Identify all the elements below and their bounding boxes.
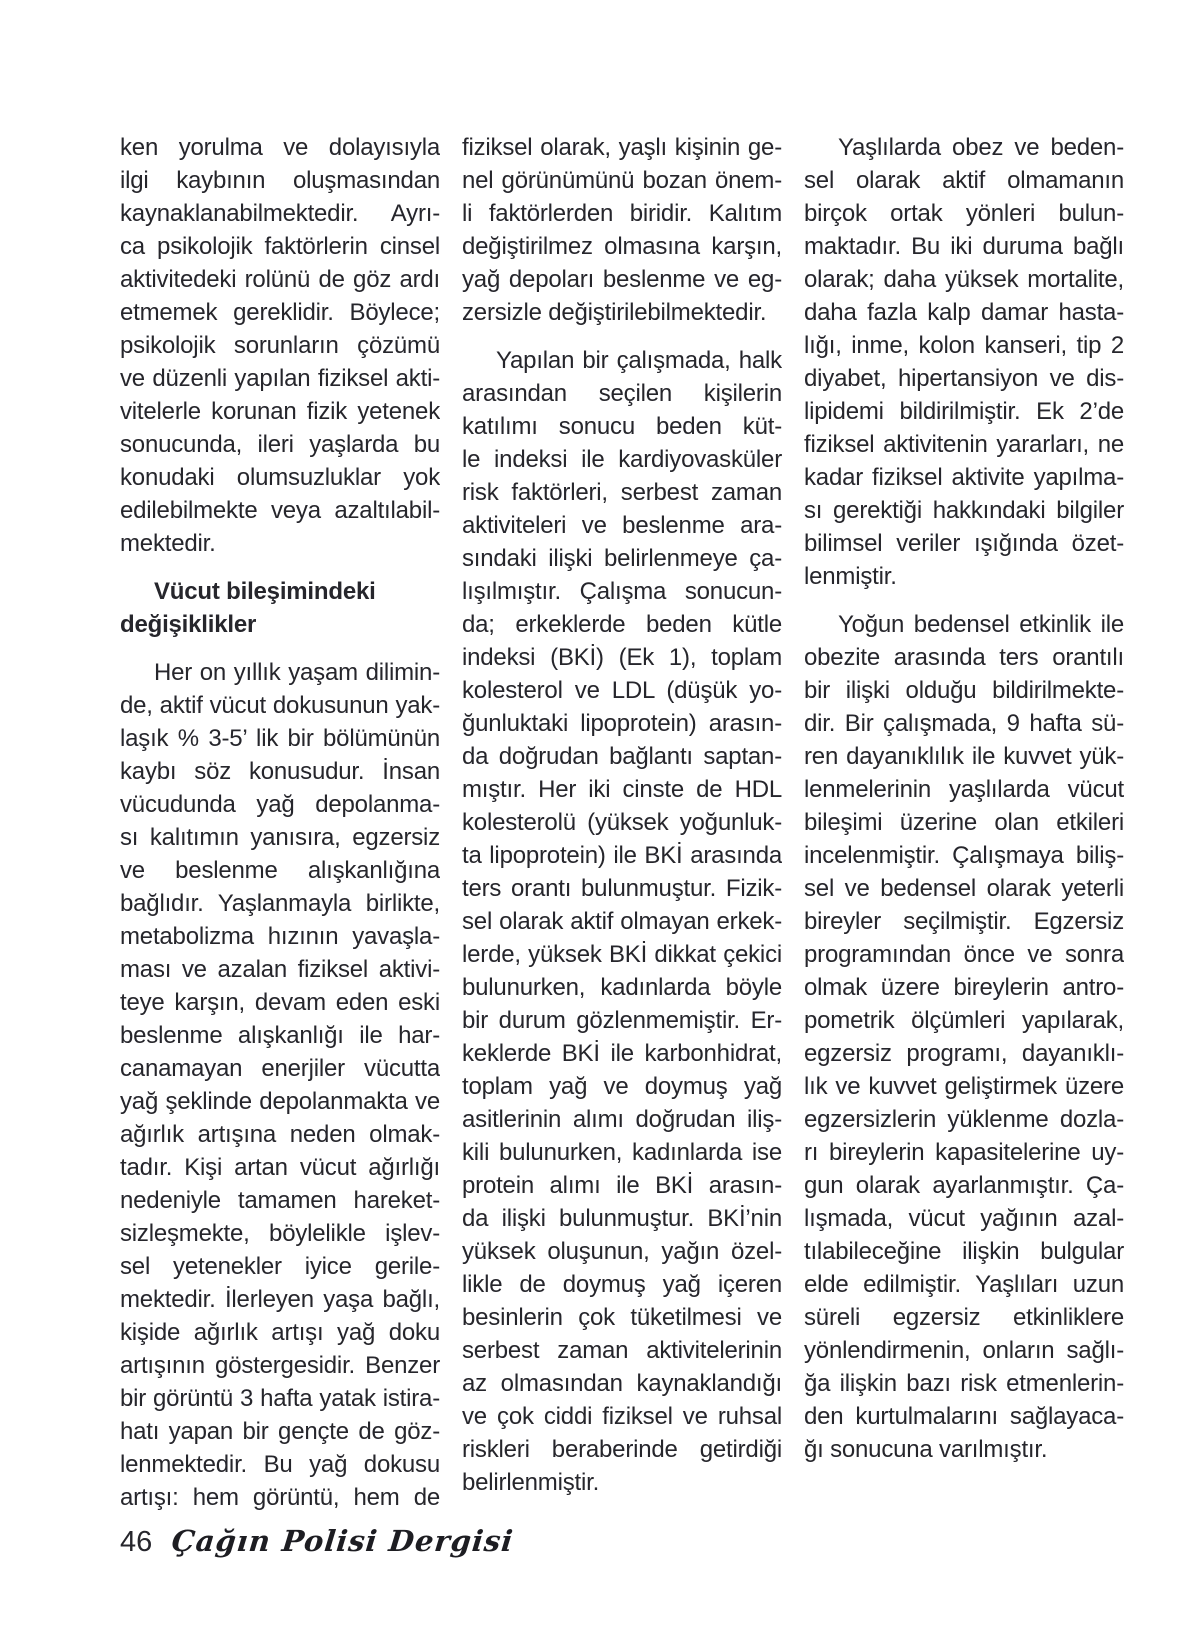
paragraph	[462, 131, 782, 329]
text-line: egzersizlerin yüklenme dozla-	[804, 1106, 1124, 1133]
text-line: katılımı sonucu beden küt-	[462, 413, 782, 440]
text-line: egzersiz programı, dayanıklı-	[804, 1040, 1124, 1067]
text-line: ğa ilişkin bazı risk etmenlerin-	[804, 1370, 1124, 1397]
text-line: rı bireylerin kapasitelerine uy-	[804, 1139, 1124, 1166]
text-line: laşık % 3-5’ lik bir bölümünün	[120, 725, 440, 752]
text-line: incelenmiştir. Çalışmaya biliş-	[804, 842, 1124, 869]
text-line: lenmektedir. Bu yağ dokusu	[120, 1451, 440, 1478]
text-line: daha fazla kalp damar hasta-	[804, 299, 1124, 326]
text-line: li faktörlerden biridir. Kalıtım	[462, 200, 782, 227]
text-line: Vücut bileşimindeki	[154, 578, 376, 605]
text-line: vücudunda yağ depolanma-	[120, 791, 440, 818]
text-line: bileşimi üzerine olan etkileri	[804, 809, 1124, 836]
text-line: bireyler seçilmiştir. Egzersiz	[804, 908, 1124, 935]
page-footer	[120, 1524, 516, 1559]
text-line: de, aktif vücut dokusunun yak-	[120, 692, 440, 719]
text-line: elde edilmiştir. Yaşlıları uzun	[804, 1271, 1124, 1298]
paragraph	[462, 344, 782, 1499]
text-line: lerde, yüksek BKİ dikkat çekici	[462, 941, 782, 968]
text-column-3	[804, 131, 1124, 1514]
text-line: bulunurken, kadınlarda böyle	[462, 974, 782, 1001]
text-line: lenmiştir.	[804, 563, 897, 590]
text-line: riskleri beraberinde getirdiği	[462, 1436, 782, 1463]
text-line: keklerde BKİ ile karbonhidrat,	[462, 1040, 782, 1067]
text-line: yağ şeklinde depolanmakta ve	[120, 1088, 440, 1115]
text-line: toplam yağ ve doymuş yağ	[462, 1073, 782, 1100]
text-line: lenmelerinin yaşlılarda vücut	[804, 776, 1124, 803]
text-line: lışmada, vücut yağının azal-	[804, 1205, 1124, 1232]
text-line: aktiviteleri ve beslenme ara-	[462, 512, 782, 539]
text-line: edilebilmekte veya azaltılabil-	[120, 497, 440, 524]
text-line: kili bulunurken, kadınlarda ise	[462, 1139, 782, 1166]
text-line: Yoğun bedensel etkinlik ile	[838, 611, 1124, 638]
text-line: Yapılan bir çalışmada, halk	[496, 347, 782, 374]
text-line: ğunluktaki lipoprotein) arasın-	[462, 710, 782, 737]
text-line: az olmasından kaynaklandığı	[462, 1370, 782, 1397]
text-line: belirlenmiştir.	[462, 1469, 600, 1496]
text-line: mektedir. İlerleyen yaşa bağlı,	[120, 1286, 440, 1313]
text-line: metabolizma hızının yavaşla-	[120, 923, 440, 950]
text-line: ken yorulma ve dolayısıyla	[120, 134, 440, 161]
text-line: canamayan enerjiler vücutta	[120, 1055, 440, 1082]
text-line: bağlıdır. Yaşlanmayla birlikte,	[120, 890, 440, 917]
text-line: birçok ortak yönleri bulun-	[804, 200, 1124, 227]
text-line: sel ve bedensel olarak yeterli	[804, 875, 1124, 902]
text-line: değişiklikler	[120, 611, 257, 638]
text-line: mıştır. Her iki cinste de HDL	[462, 776, 782, 803]
text-line: sonucunda, ileri yaşlarda bu	[120, 431, 440, 458]
text-column-2	[462, 131, 782, 1514]
text-line: bir görüntü 3 hafta yatak istira-	[120, 1385, 440, 1412]
text-line: beslenme alışkanlığı ile har-	[120, 1022, 440, 1049]
text-line: lışılmıştır. Çalışma sonucun-	[462, 578, 782, 605]
text-line: ve düzenli yapılan fiziksel akti-	[120, 365, 440, 392]
text-line: vitelerle korunan fizik yetenek	[120, 398, 440, 425]
text-line: olarak; daha yüksek mortalite,	[804, 266, 1124, 293]
text-line: yüksek oluşunun, yağın özel-	[462, 1238, 782, 1265]
text-line: ve çok ciddi fiziksel ve ruhsal	[462, 1403, 782, 1430]
text-line: teye karşın, devam eden eski	[120, 989, 440, 1016]
paragraph	[804, 131, 1124, 593]
text-line: sı kalıtımın yanısıra, egzersiz	[120, 824, 440, 851]
text-line: pometrik ölçümleri yapılarak,	[804, 1007, 1124, 1034]
text-line: diyabet, hipertansiyon ve dis-	[804, 365, 1124, 392]
text-line: dir. Bir çalışmada, 9 hafta sü-	[804, 710, 1124, 737]
paragraph	[120, 131, 440, 560]
text-line: bir durum gözlenmemiştir. Er-	[462, 1007, 782, 1034]
text-line: aktivitedeki rolünü de göz ardı	[120, 266, 440, 293]
text-line: ren dayanıklılık ile kuvvet yük-	[804, 743, 1124, 770]
text-line: süreli egzersiz etkinliklere	[804, 1304, 1124, 1331]
text-line: lığı, inme, kolon kanseri, tip 2	[804, 332, 1124, 359]
text-line: ve beslenme alışkanlığına	[120, 857, 440, 884]
text-line: sel olarak aktif olmamanın	[804, 167, 1124, 194]
text-line: yağ depoları beslenme ve eg-	[462, 266, 782, 293]
text-line: kolesterol ve LDL (düşük yo-	[462, 677, 782, 704]
text-line: da doğrudan bağlantı saptan-	[462, 743, 782, 770]
text-line: sizleşmekte, böylelikle işlev-	[120, 1220, 440, 1247]
text-line: gun olarak ayarlanmıştır. Ça-	[804, 1172, 1124, 1199]
text-line: zersizle değiştirilebilmektedir.	[462, 299, 767, 326]
text-line: konudaki olumsuzluklar yok	[120, 464, 440, 491]
text-line: etmemek gereklidir. Böylece;	[120, 299, 440, 326]
text-line: sı gerektiği hakkındaki bilgiler	[804, 497, 1124, 524]
text-line: tılabileceğine ilişkin bulgular	[804, 1238, 1124, 1265]
text-line: Yaşlılarda obez ve beden-	[838, 134, 1124, 161]
text-line: olmak üzere bireylerin antro-	[804, 974, 1124, 1001]
paragraph	[804, 608, 1124, 1466]
text-line: asitlerinin alımı doğrudan iliş-	[462, 1106, 782, 1133]
text-line: risk faktörleri, serbest zaman	[462, 479, 782, 506]
text-line: kaybı söz konusudur. İnsan	[120, 758, 440, 785]
text-line: değiştirilmez olmasına karşın,	[462, 233, 782, 260]
text-line: arasından seçilen kişilerin	[462, 380, 782, 407]
text-line: kişide ağırlık artışı yağ doku	[120, 1319, 440, 1346]
text-line: ğı sonucuna varılmıştır.	[804, 1436, 1048, 1463]
text-column-1	[120, 131, 440, 1514]
text-line: Her on yıllık yaşam dilimin-	[154, 659, 440, 686]
text-line: yönlendirmenin, onların sağlı-	[804, 1337, 1124, 1364]
text-line: kolesterolü (yüksek yoğunluk-	[462, 809, 782, 836]
text-line: artışı: hem görüntü, hem de	[120, 1484, 440, 1511]
text-line: mektedir.	[120, 530, 216, 557]
page-number: 46	[120, 1526, 153, 1558]
text-line: sel yetenekler iyice gerile-	[120, 1253, 440, 1280]
text-line: sel olarak aktif olmayan erkek-	[462, 908, 782, 935]
text-line: den kurtulmalarını sağlayaca-	[804, 1403, 1124, 1430]
text-line: nedeniyle tamamen hareket-	[120, 1187, 440, 1214]
text-line: besinlerin çok tüketilmesi ve	[462, 1304, 782, 1331]
text-line: hatı yapan bir gençte de göz-	[120, 1418, 440, 1445]
text-line: obezite arasında ters orantılı	[804, 644, 1124, 671]
text-line: da; erkeklerde beden kütle	[462, 611, 782, 638]
text-line: protein alımı ile BKİ arasın-	[462, 1172, 782, 1199]
text-line: serbest zaman aktivitelerinin	[462, 1337, 782, 1364]
text-line: lık ve kuvvet geliştirmek üzere	[804, 1073, 1124, 1100]
text-line: lipidemi bildirilmiştir. Ek 2’de	[804, 398, 1124, 425]
text-line: ilgi kaybının oluşmasından	[120, 167, 440, 194]
text-line: artışının göstergesidir. Benzer	[120, 1352, 440, 1379]
text-line: kadar fiziksel aktivite yapılma-	[804, 464, 1124, 491]
text-line: ması ve azalan fiziksel aktivi-	[120, 956, 440, 983]
article-body	[120, 131, 1124, 1514]
text-line: le indeksi ile kardiyovasküler	[462, 446, 782, 473]
text-line: da ilişki bulunmuştur. BKİ’nin	[462, 1205, 782, 1232]
text-line: psikolojik sorunların çözümü	[120, 332, 440, 359]
section-heading	[120, 575, 440, 641]
text-line: ağırlık artışına neden olmak-	[120, 1121, 440, 1148]
text-line: nel görünümünü bozan önem-	[462, 167, 782, 194]
journal-name: Çağın Polisi Dergisi	[170, 1524, 516, 1558]
text-line: bir ilişki olduğu bildirilmekte-	[804, 677, 1124, 704]
text-line: sındaki ilişki belirlenmeye ça-	[462, 545, 782, 572]
text-line: tadır. Kişi artan vücut ağırlığı	[120, 1154, 440, 1181]
text-line: fiziksel aktivitenin yararları, ne	[804, 431, 1124, 458]
text-line: ta lipoprotein) ile BKİ arasında	[462, 842, 782, 869]
text-line: ters orantı bulunmuştur. Fizik-	[462, 875, 782, 902]
paragraph	[120, 656, 440, 1514]
text-line: fiziksel olarak, yaşlı kişinin ge-	[462, 134, 782, 161]
text-line: bilimsel veriler ışığında özet-	[804, 530, 1124, 557]
text-line: indeksi (BKİ) (Ek 1), toplam	[462, 644, 782, 671]
text-line: ca psikolojik faktörlerin cinsel	[120, 233, 440, 260]
text-line: kaynaklanabilmektedir. Ayrı-	[120, 200, 440, 227]
text-line: maktadır. Bu iki duruma bağlı	[804, 233, 1124, 260]
text-line: programından önce ve sonra	[804, 941, 1124, 968]
text-line: likle de doymuş yağ içeren	[462, 1271, 782, 1298]
